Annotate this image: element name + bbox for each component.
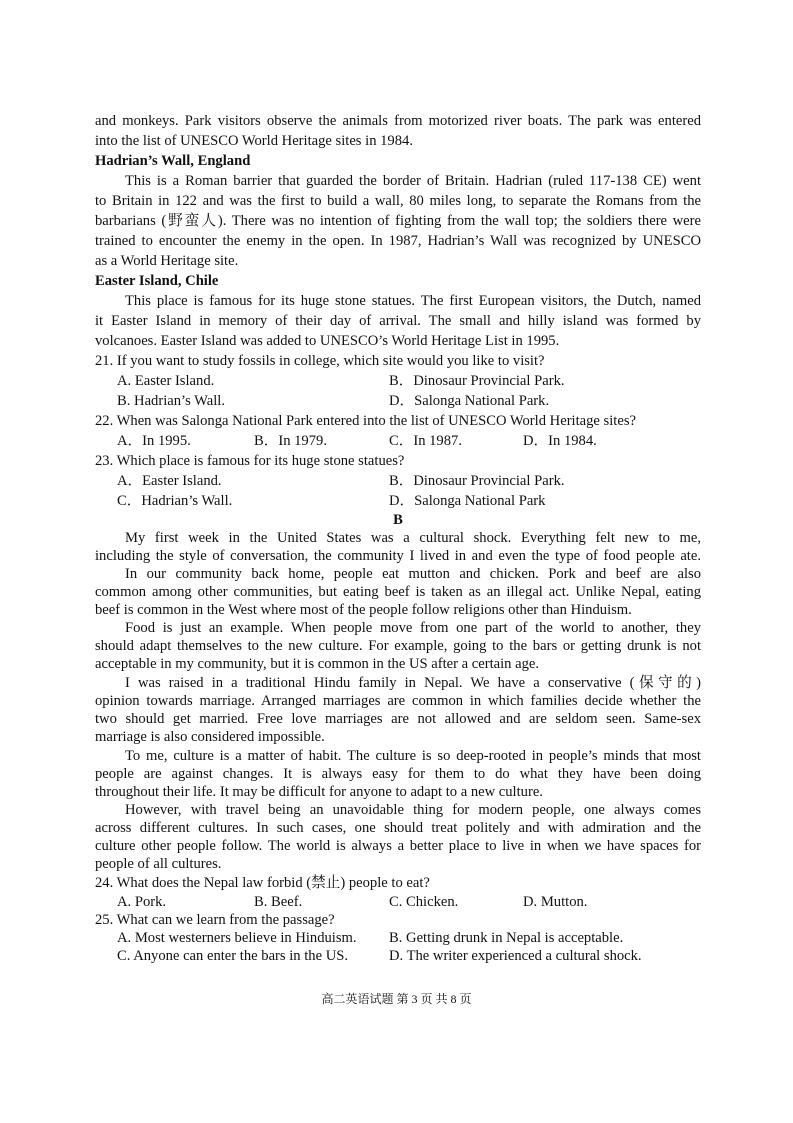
section-heading-easter-island: Easter Island, Chile — [95, 273, 219, 289]
question-24-option[interactable]: D. Mutton. — [523, 894, 588, 910]
passage-a-line: into the list of UNESCO World Heritage sites in 1984. — [95, 133, 413, 149]
question-24-stem: 24. What does the Nepal law forbid (禁止) people to eat? — [95, 875, 430, 891]
passage-b-line: I was raised in a traditional Hindu family in Nepal. We have a conservative (保守的) — [125, 675, 701, 691]
question-25-option[interactable]: D. The writer experienced a cultural shock. — [389, 948, 642, 964]
passage-b-line: opinion towards marriage. Arranged marriages are common in which families decide whether the — [95, 693, 701, 709]
passage-a-line: This place is famous for its huge stone statues. The first European visitors, the Dutch, named — [125, 293, 701, 309]
passage-a-line: and monkeys. Park visitors observe the animals from motorized river boats. The park was entered — [95, 113, 701, 129]
question-23-option[interactable]: D．Salonga National Park — [389, 493, 546, 509]
question-21-option[interactable]: A. Easter Island. — [117, 373, 215, 389]
passage-a-line: it Easter Island in memory of their day of arrival. The small and hilly island was formed by — [95, 313, 701, 329]
question-21-option[interactable]: B．Dinosaur Provincial Park. — [389, 373, 565, 389]
passage-b-line: across different cultures. In such cases, one should treat politely and with admiration and the — [95, 820, 701, 836]
passage-b-line: Food is just an example. When people move from one part of the world to another, they — [125, 620, 701, 636]
passage-b-line: including the style of conversation, the community I lived in and even the type of food people ate. — [95, 548, 701, 564]
question-25-option[interactable]: A. Most westerners believe in Hinduism. — [117, 930, 357, 946]
question-22-option[interactable]: A．In 1995. — [117, 433, 191, 449]
passage-a-line: This is a Roman barrier that guarded the border of Britain. Hadrian (ruled 117-138 CE) went — [125, 173, 701, 189]
question-21-option[interactable]: B. Hadrian’s Wall. — [117, 393, 225, 409]
question-24-option[interactable]: B. Beef. — [254, 894, 303, 910]
question-23-stem: 23. Which place is famous for its huge stone statues? — [95, 453, 405, 469]
question-22-option[interactable]: C．In 1987. — [389, 433, 462, 449]
passage-b-line: acceptable in my community, but it is common in the US after a certain age. — [95, 656, 540, 672]
passage-b-line: should adapt themselves to the new culture. For example, going to the bars or getting drunk is not — [95, 638, 701, 654]
question-24-option[interactable]: C. Chicken. — [389, 894, 459, 910]
question-22-option[interactable]: B．In 1979. — [254, 433, 327, 449]
passage-b-line: marriage is also considered impossible. — [95, 729, 325, 745]
passage-b-line: people are against changes. It is always easy for them to do what they have been doing — [95, 766, 701, 782]
section-heading-hadrians-wall: Hadrian’s Wall, England — [95, 153, 251, 169]
question-25-option[interactable]: B. Getting drunk in Nepal is acceptable. — [389, 930, 624, 946]
passage-a-line: as a World Heritage site. — [95, 253, 239, 269]
question-25-stem: 25. What can we learn from the passage? — [95, 912, 335, 928]
question-22-stem: 22. When was Salonga National Park entered into the list of UNESCO World Heritage sites? — [95, 413, 636, 429]
passage-a-line: volcanoes. Easter Island was added to UNESCO’s World Heritage List in 1995. — [95, 333, 560, 349]
passage-b-line: To me, culture is a matter of habit. The culture is so deep-rooted in people’s minds that most — [125, 748, 701, 764]
question-21-option[interactable]: D．Salonga National Park. — [389, 393, 550, 409]
passage-a-line: barbarians (野蛮人). There was no intention of fighting from the wall top; the soldiers there were — [95, 213, 701, 229]
question-25-option[interactable]: C. Anyone can enter the bars in the US. — [117, 948, 349, 964]
page-footer: 高二英语试题 第 3 页 共 8 页 — [321, 992, 472, 1006]
passage-b-line: throughout their life. It may be difficult for anyone to adapt to a new culture. — [95, 784, 543, 800]
passage-b-line: two should get married. Free love marriages are not allowed and are seldom seen. Same-sex — [95, 711, 701, 727]
passage-b-line: However, with travel being an unavoidable thing for modern people, one always comes — [125, 802, 701, 818]
passage-b-line: common among other communities, but eating beef is taken as an illegal act. Unlike Nepal, eating — [95, 584, 701, 600]
question-22-option[interactable]: D．In 1984. — [523, 433, 597, 449]
passage-b-label: B — [393, 512, 403, 528]
passage-b-line: My first week in the United States was a cultural shock. Everything felt new to me, — [125, 530, 701, 546]
question-23-option[interactable]: C．Hadrian’s Wall. — [117, 493, 233, 509]
passage-a-line: to Britain in 122 and was the first to build a wall, 80 miles long, to separate the Romans from the — [95, 193, 701, 209]
question-21-stem: 21. If you want to study fossils in college, which site would you like to visit? — [95, 353, 545, 369]
passage-b-line: beef is common in the West where most of the people follow religions other than Hinduism. — [95, 602, 632, 618]
passage-b-line: culture other people follow. The world is always a better place to live in when we have spaces for — [95, 838, 701, 854]
passage-a-line: trained to encounter the enemy in the open. In 1987, Hadrian’s Wall was recognized by UNESCO — [95, 233, 701, 249]
question-23-option[interactable]: A．Easter Island. — [117, 473, 222, 489]
question-24-option[interactable]: A. Pork. — [117, 894, 167, 910]
passage-b-line: In our community back home, people eat mutton and chicken. Pork and beef are also — [125, 566, 701, 582]
passage-b-line: people of all cultures. — [95, 856, 222, 872]
question-23-option[interactable]: B．Dinosaur Provincial Park. — [389, 473, 565, 489]
